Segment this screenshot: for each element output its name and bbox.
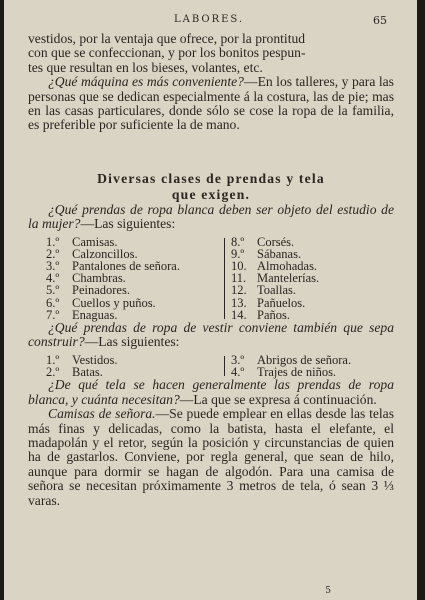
list-item: 13. Pañuelos. bbox=[231, 295, 306, 310]
list-item: 9.º Sábanas. bbox=[231, 246, 302, 261]
list-item: 8.º Corsés. bbox=[231, 234, 295, 249]
list-item: 12. Toallas. bbox=[231, 283, 297, 298]
list-right-column bbox=[209, 236, 394, 321]
column-divider bbox=[224, 238, 225, 319]
answer-text: —Las siguientes: bbox=[84, 334, 180, 350]
list-left-column bbox=[46, 354, 209, 378]
list-left-column bbox=[46, 236, 209, 321]
list-item: 1.º Vestidos. bbox=[46, 352, 118, 367]
question-text: ¿De qué tela se hacen generalmente las prendas de ropa blanca, y cuánta necesitan? bbox=[28, 377, 394, 407]
list-item: 2.º Batas. bbox=[46, 365, 103, 380]
running-title: LABORES. bbox=[174, 14, 245, 25]
signature-mark: 5 bbox=[325, 586, 331, 596]
list-item: 7.º Enaguas. bbox=[46, 307, 118, 322]
answer-text: —Las siguientes: bbox=[80, 216, 176, 232]
question-text: ¿Qué prendas de ropa de vestir conviene también que sepa construir? bbox=[28, 320, 394, 350]
question-machine bbox=[28, 75, 394, 133]
question-text: ¿Qué máquina es más conveniente? bbox=[48, 74, 244, 90]
page-body bbox=[28, 32, 394, 508]
book-page bbox=[4, 0, 417, 600]
list-item: 6.º Cuellos y puños. bbox=[46, 295, 156, 310]
answer-text: —La que se expresa á continuación. bbox=[179, 391, 377, 407]
list-item: 4.º Chambras. bbox=[46, 271, 126, 286]
camisas-paragraph bbox=[28, 407, 394, 508]
list-item: 10. Almohadas. bbox=[231, 259, 318, 274]
list-right-column bbox=[209, 354, 394, 378]
question-text: ¿Qué prendas de ropa blanca deben ser objeto del estudio de la mujer? bbox=[28, 201, 394, 232]
ropa-blanca-list bbox=[46, 236, 394, 321]
list-item: 4.º Trajes de niños. bbox=[231, 365, 337, 380]
question-ropa-vestir bbox=[28, 321, 394, 350]
section-title: Diversas clases de prendas y tela que exigen. bbox=[97, 170, 325, 202]
list-item: 5.º Peinadores. bbox=[46, 283, 130, 298]
intro-paragraph bbox=[28, 32, 394, 75]
list-item: 11. Mantelerías. bbox=[231, 271, 320, 286]
intro-line-2: con que se confeccionan, y por los bonitos pespun- bbox=[28, 45, 306, 61]
question-ropa-blanca bbox=[28, 203, 394, 232]
list-item: 14. Paños. bbox=[231, 307, 290, 322]
paragraph-text: —Se puede emplear en ellas desde las telas más finas y delicadas, como la batista, hasta el elefante, el madapolán y el retor, según la posición y circunstancias de quien ha de gastarlos. Conviene, por regla general, que sean de hilo, aunque para dormir se hagan de algodón. Para una camisa de señora se necesitan próximamente 3 metros de tela, ó sean 3 ⅓ varas. bbox=[28, 406, 394, 508]
list-item: 2.º Calzoncillos. bbox=[46, 246, 138, 261]
list-item: 3.º Pantalones de señora. bbox=[46, 259, 180, 274]
answer-text: —En los talleres, y para las personas que se dedican especialmente á la costura, las de pie; mas en las casas particulares, donde sólo se cose la ropa de la familia, es preferible por suficiente la de mano. bbox=[28, 74, 394, 133]
question-tela bbox=[28, 378, 394, 407]
intro-line-3: tes que resultan en los bieses, volantes, etc. bbox=[28, 59, 263, 75]
list-item: 1.º Camisas. bbox=[46, 234, 118, 249]
intro-line-1: vestidos, por la ventaja que ofrece, por la prontitud bbox=[28, 31, 306, 46]
paragraph-title: Camisas de señora. bbox=[48, 406, 156, 422]
column-divider bbox=[224, 356, 225, 376]
page-number: 65 bbox=[373, 14, 387, 27]
ropa-vestir-list bbox=[46, 354, 394, 378]
list-item: 3.º Abrigos de señora. bbox=[231, 352, 352, 367]
